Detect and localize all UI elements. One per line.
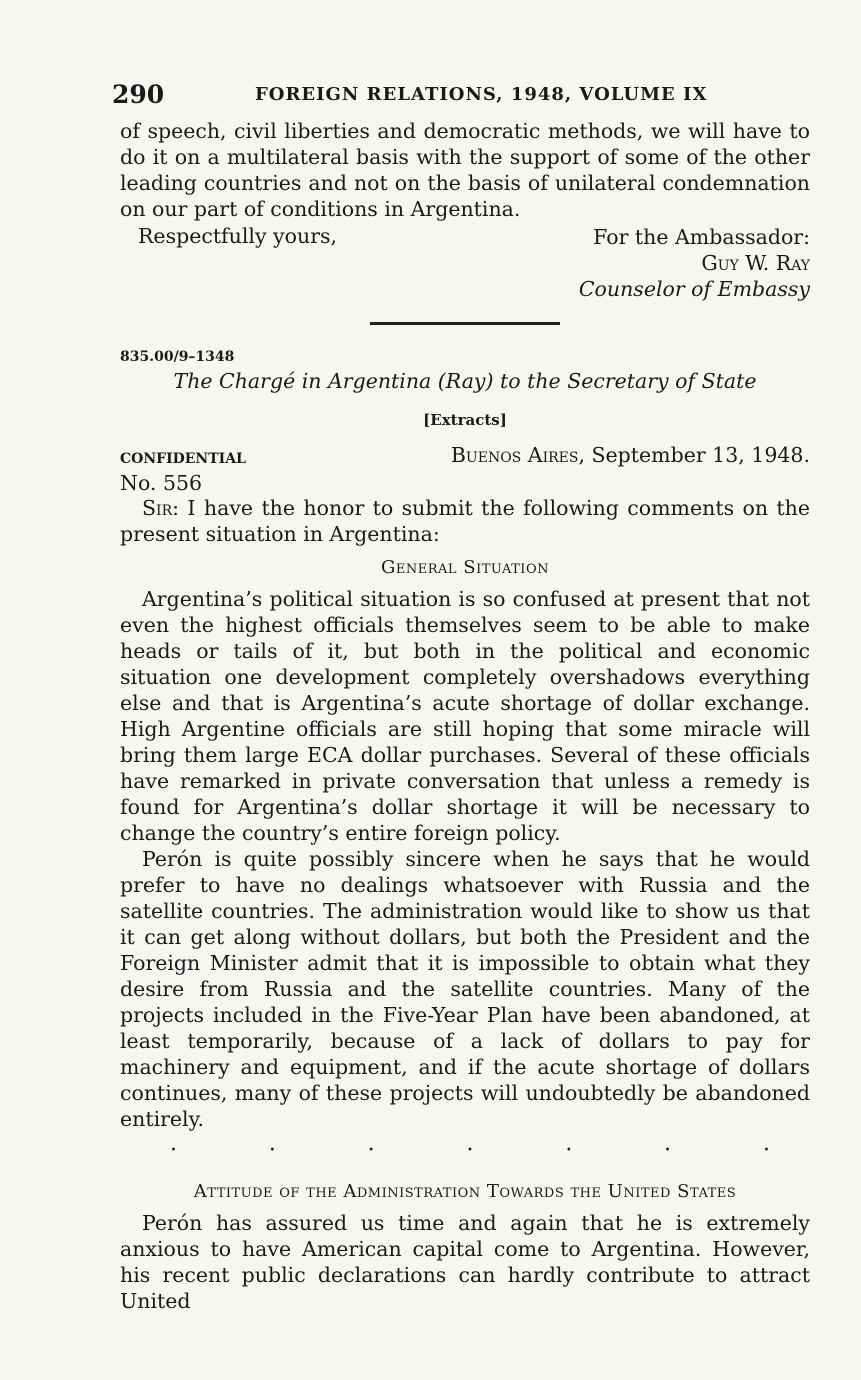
file-number: 835.00/9–1348	[120, 349, 235, 365]
signer-title: Counselor of Embassy	[578, 277, 810, 301]
document-number: No. 556	[120, 471, 203, 495]
ellipsis-dot: ·	[664, 1138, 672, 1163]
for-ambassador-line: For the Ambassador:	[593, 225, 810, 249]
dateline	[451, 443, 810, 467]
paragraph-general-1: Argentina’s political situation is so confused at present that not even the highest officials themselves seem to be able to make heads or tails of it, but both in the political and economic situation one development completely overshadows everything else and that is Argentina’s acute shortage of dollar exchange. High Argentine officials are still hoping that some miracle will bring them large ECA dollar purchases. Several of these officials have remarked in private conversation that unless a remedy is found for Argentina’s dollar shortage it will be necessary to change the country’s entire foreign policy.	[120, 587, 810, 845]
classification: CONFIDENTIAL	[120, 451, 246, 467]
omission-ellipsis	[170, 1138, 770, 1163]
ellipsis-dot: ·	[565, 1138, 573, 1163]
signer-name: Guy W. Ray	[701, 251, 810, 275]
ellipsis-dot: ·	[268, 1138, 276, 1163]
opening-paragraph	[120, 495, 810, 547]
continuation-paragraph: of speech, civil liberties and democratic methods, we will have to do it on a multilateral basis with the support of some of the other leading countries and not on the basis of unilateral condemnation on our part of conditions in Argentina.	[120, 119, 810, 221]
ellipsis-dot: ·	[762, 1138, 770, 1163]
document-title: The Chargé in Argentina (Ray) to the Secretary of State	[173, 369, 757, 393]
ellipsis-dot: ·	[466, 1138, 474, 1163]
section-heading-general: General Situation	[381, 557, 549, 578]
ellipsis-dot: ·	[367, 1138, 375, 1163]
dateline-date: , September 13, 1948.	[578, 443, 810, 467]
page-header	[112, 78, 810, 118]
opening-text: : I have the honor to submit the following comments on the present situation in Argentina:	[120, 496, 810, 546]
dateline-row	[120, 443, 810, 471]
document-page	[112, 78, 810, 1314]
paragraph-general-2: Perón is quite possibly sincere when he says that he would prefer to have no dealings whatsoever with Russia and the satellite countries. The administration would like to show us that it can get along without dollars, but both the President and the Foreign Minister admit that it is impossible to obtain what they desire from Russia and the satellite countries. Many of the projects included in the Five-Year Plan have been abandoned, at least temporarily, because of a lack of dollars to pay for machinery and equipment, and if the acute shortage of dollars continues, many of these projects will undoubtedly be abandoned entirely.	[120, 847, 810, 1131]
section-heading-attitude: Attitude of the Administration Towards the United States	[193, 1181, 737, 1202]
ellipsis-dot: ·	[170, 1138, 177, 1163]
page-number: 290	[112, 80, 165, 109]
salutation: Sir	[142, 496, 173, 520]
extracts-label: [Extracts]	[423, 411, 507, 429]
complimentary-close: Respectfully yours,	[138, 224, 338, 248]
paragraph-attitude-1: Perón has assured us time and again that he is extremely anxious to have American capital come to Argentina. However, his recent public declarations can hardly contribute to attract United	[120, 1211, 810, 1313]
dateline-place: Buenos Aires	[450, 443, 579, 467]
signature-block	[120, 222, 810, 302]
section-divider	[370, 322, 560, 325]
running-head: FOREIGN RELATIONS, 1948, VOLUME IX	[255, 84, 708, 105]
